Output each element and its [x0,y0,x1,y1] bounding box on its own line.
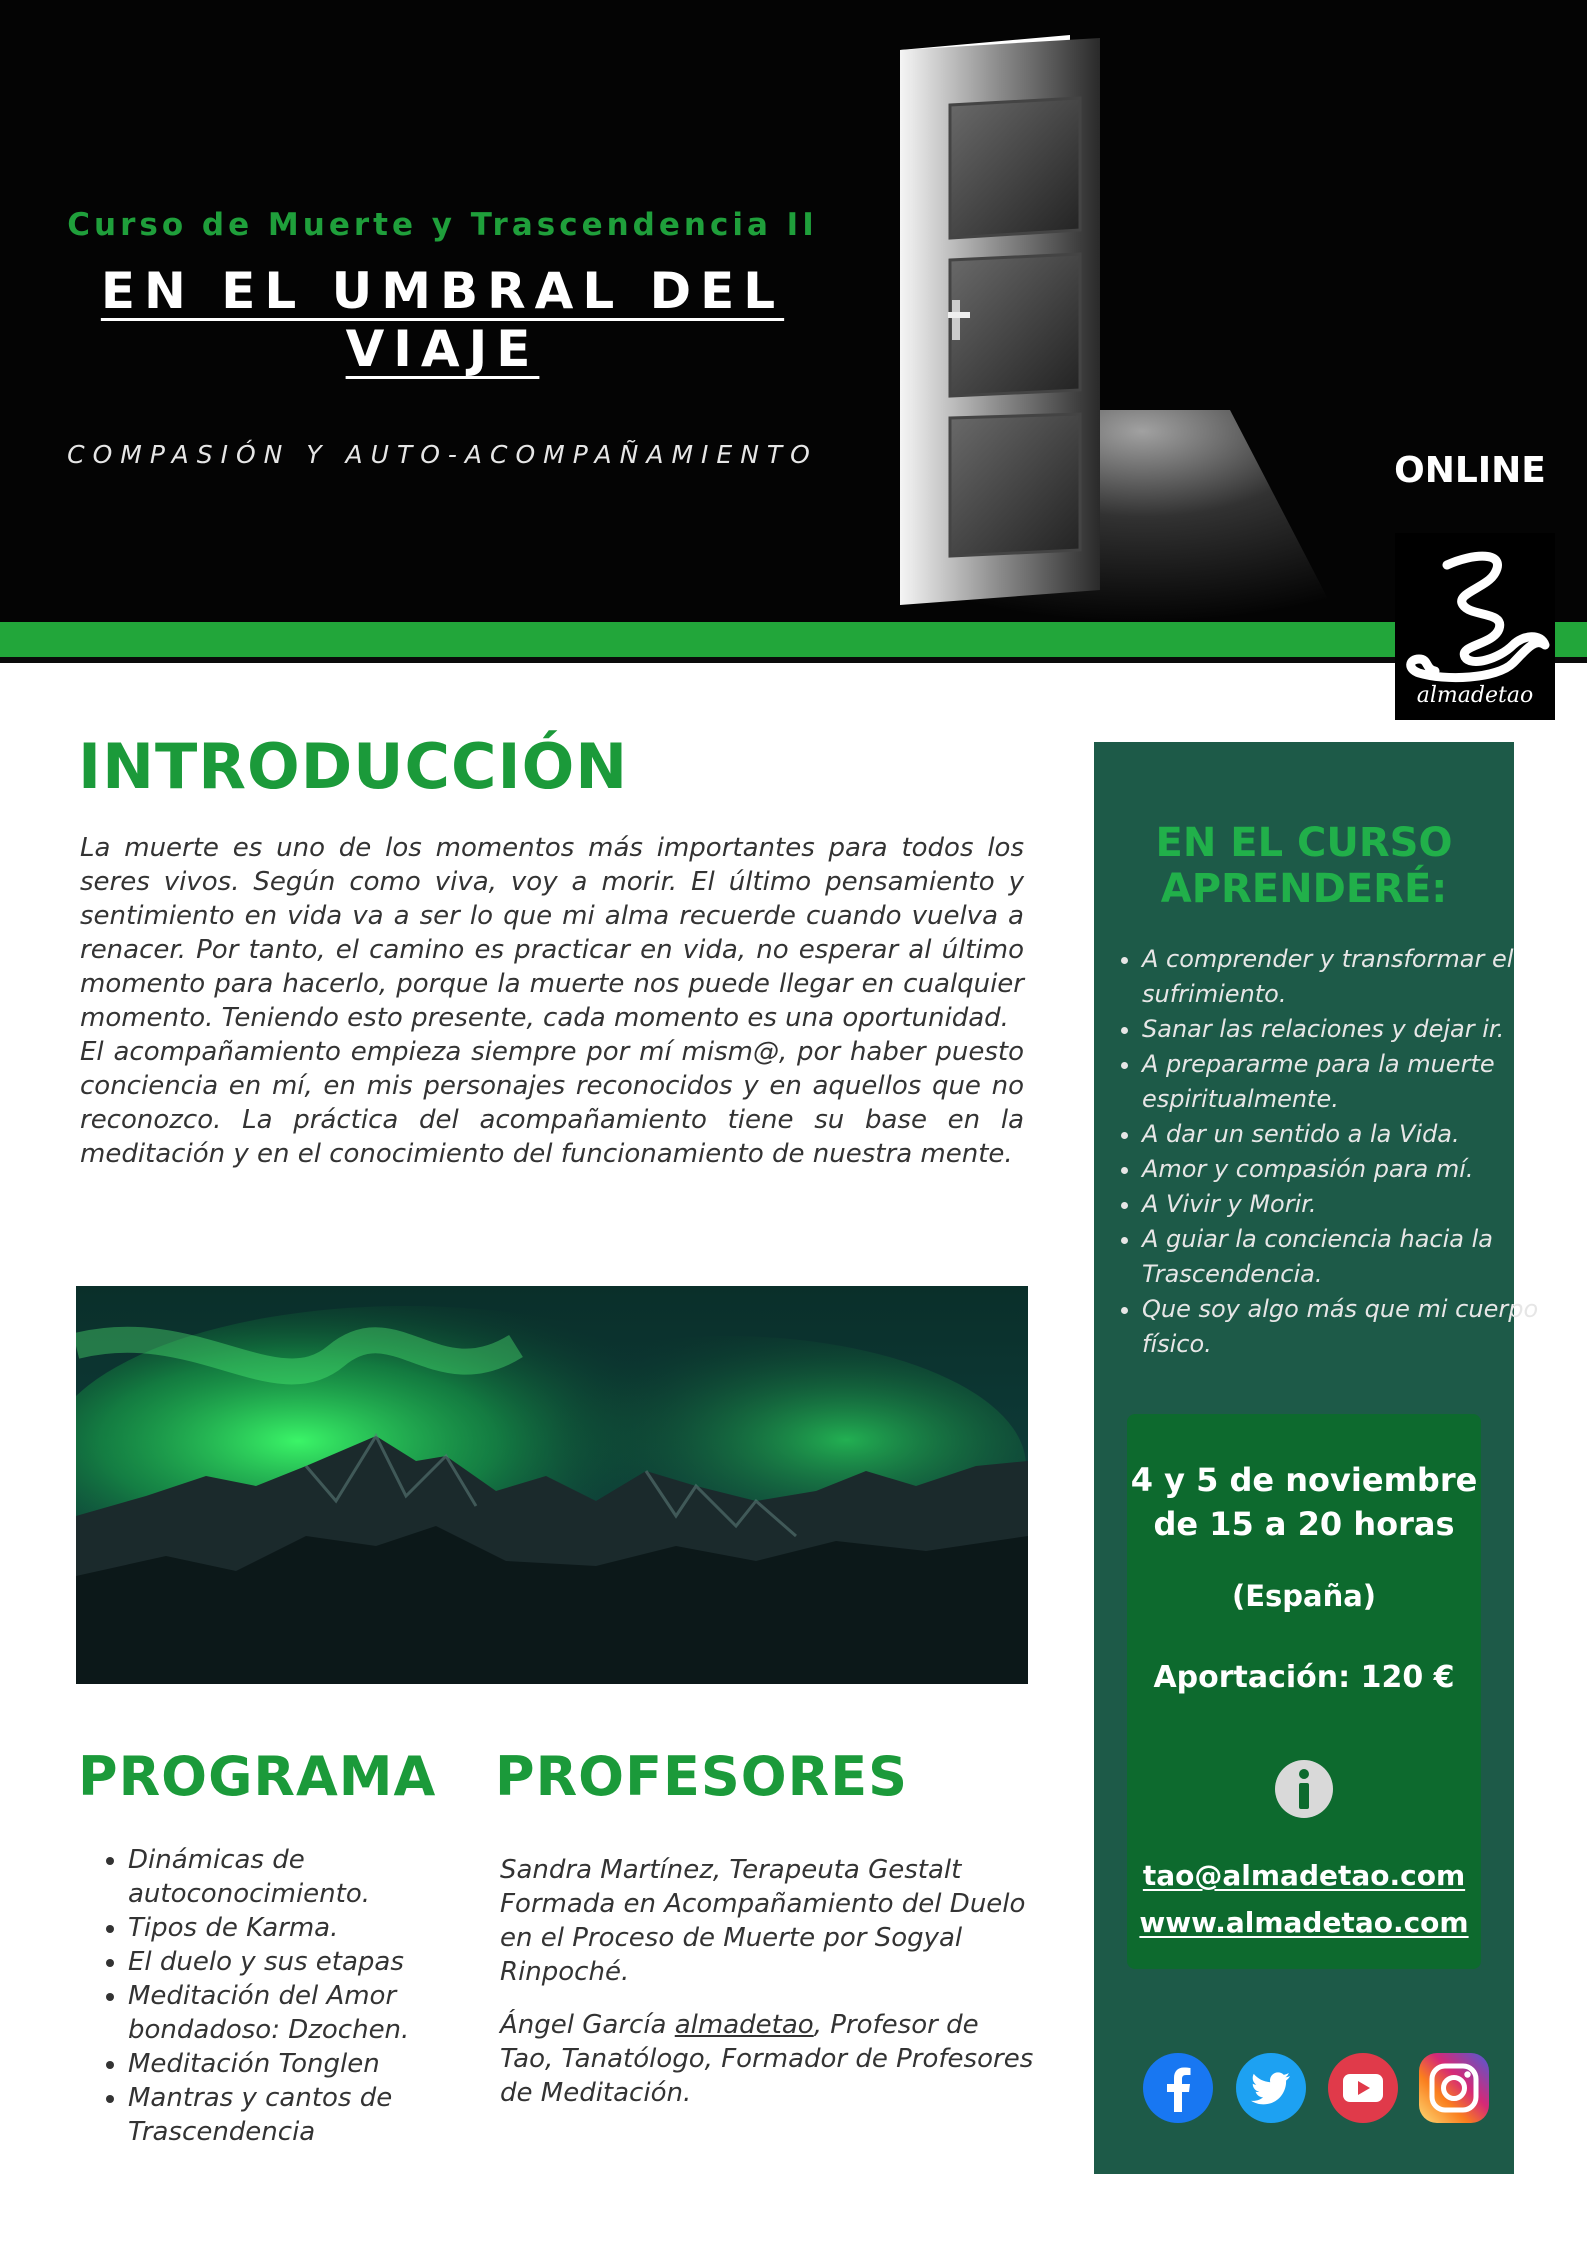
list-item: • A guiar la conciencia hacia la Trascendencia. [1142,1222,1542,1292]
course-price: Aportación: 120 € [1153,1660,1455,1695]
email-link[interactable]: tao@almadetao.com [1142,1859,1466,1892]
list-item: • Sanar las relaciones y dejar ir. [1142,1012,1542,1047]
professors-heading: PROFESORES [495,1745,908,1808]
brand-logo [1395,533,1555,720]
professor-name: Ángel García [500,2010,675,2040]
open-door-image [870,30,1340,622]
course-date: 4 y 5 de noviembre de 15 a 20 horas [1130,1461,1478,1543]
professor-bio: Sandra Martínez, Terapeuta Gestalt Formada en Acompañamiento del Duelo en el Proceso de Muerte por Sogyal Rinpoché. [500,1855,1026,1987]
list-item: • A dar un sentido a la Vida. [1142,1117,1542,1152]
list-item: • A comprender y transformar el sufrimiento. [1142,942,1542,1012]
intro-paragraph: La muerte es uno de los momentos más importantes para todos los seres vivos. Según como viva, voy a morir. El último pensamiento y sentimiento en vida va a ser lo que mi alma recuerde cuando vuelva a renacer. Por tanto, el camino es practicar en vida, no esperar al último momento para hacerlo, porque la muerte nos puede llegar en cualquier momento. Teniendo esto presente, cada momento es una oportunidad. El acompañamiento empieza siempre por mí mism@, por haber puesto conciencia en mí, en mis personajes reconocidos y en aquellos que no reconozco. La práctica del acompañamiento tiene su base en la meditación y en el conocimiento del funcionamiento de nuestra mente. [80,833,1024,1169]
list-item: • A prepararme para la muerte espiritualmente. [1142,1047,1542,1117]
almadetao-link[interactable]: almadetao [674,2010,814,2040]
green-band [0,622,1587,657]
logo-text: almadetao [1416,683,1534,708]
list-item: • El duelo y sus etapas [128,1945,528,1979]
list-item: • Meditación Tonglen [128,2047,528,2081]
intro-heading: INTRODUCCIÓN [78,730,629,803]
info-icon [1274,1759,1334,1819]
list-item: • A Vivir y Morir. [1142,1187,1542,1222]
learn-list [1106,942,1542,1362]
professor-description: , Profesor de Tao, Tanatólogo, Formador de Profesores de Meditación. [500,2010,1034,2108]
tagline: COMPASIÓN Y AUTO-ACOMPAÑAMIENTO [67,440,818,469]
list-item: • Dinámicas de autoconocimiento. [128,1843,528,1911]
list-item: • Meditación del Amor bondadoso: Dzochen. [128,1979,528,2047]
aurora-mountains-image [76,1286,1028,1684]
facebook-icon[interactable] [1142,2052,1214,2124]
course-info-box [1127,1414,1481,1969]
program-list [80,1843,528,2149]
course-region: (España) [1231,1579,1377,1613]
youtube-icon[interactable] [1327,2052,1399,2124]
twitter-icon[interactable] [1235,2052,1307,2124]
list-item: • Amor y compasión para mí. [1142,1152,1542,1187]
learn-heading: EN EL CURSO APRENDERÉ: [1155,820,1453,912]
instagram-icon[interactable] [1418,2052,1490,2124]
program-heading: PROGRAMA [78,1745,437,1808]
course-sidebar [1094,742,1539,2174]
online-label: ONLINE [1394,450,1546,491]
list-item: • Tipos de Karma. [128,1911,528,1945]
professor-bio [500,2008,1040,2110]
page-title: EN EL UMBRAL DEL VIAJE [100,262,785,378]
list-item: • Mantras y cantos de Trascendencia [128,2081,528,2149]
course-subtitle: Curso de Muerte y Trascendencia II [67,207,818,243]
website-link[interactable]: www.almadetao.com [1139,1906,1469,1939]
divider-line [0,657,1587,663]
list-item: • Que soy algo más que mi cuerpo físico. [1142,1292,1542,1362]
